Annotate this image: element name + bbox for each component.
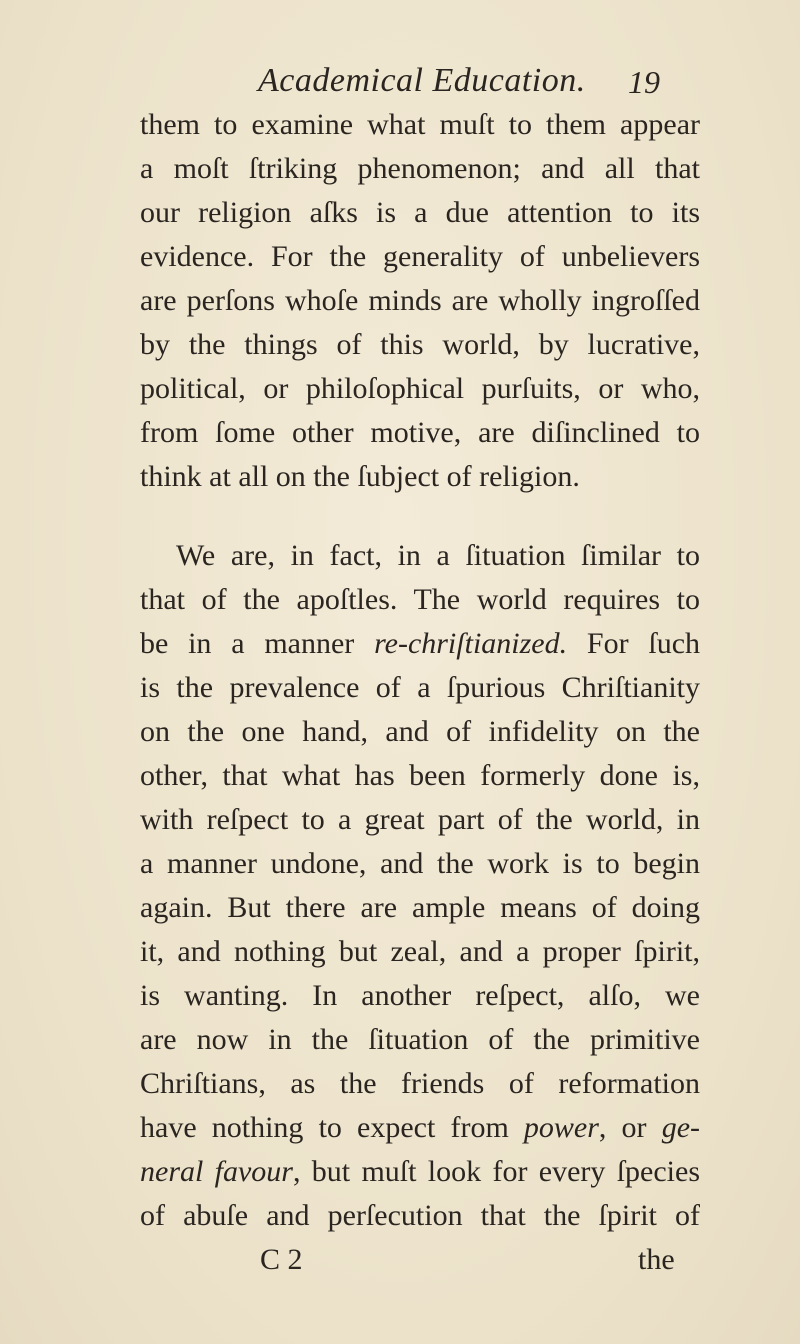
text-line-with-italic [140,1106,700,1150]
text-line: are now in the ſituation of the primitive [140,1023,700,1056]
text-line: evidence. For the generality of unbelievers [140,240,700,273]
italic-phrase: re-chriſtianized. [374,627,568,660]
text-line: a moſt ſtriking phenomenon; and all that [140,152,700,185]
text-line-with-italic [140,1150,700,1194]
text-line: Chriſtians, as the friends of reformation [140,1067,700,1100]
text-line: on the one hand, and of infidelity on the [140,715,700,748]
text-line-with-italic [140,622,700,666]
text-line: it, and nothing but zeal, and a proper ſpirit, [140,935,700,968]
italic-word: power [523,1111,599,1144]
text-line: again. But there are ample means of doing [140,891,700,924]
page-number: 19 [628,64,660,100]
italic-word: ge- [661,1111,700,1144]
text-segment: For ſuch [567,627,701,660]
text-segment: , or [598,1111,662,1144]
text-line: is wanting. In another reſpect, alſo, we [140,979,700,1012]
paragraph-start-line: We are, in fact, in a ſituation ſimilar to [176,539,700,572]
text-segment: , but muſt look for every ſpecies [292,1155,700,1188]
text-line: with reſpect to a great part of the world, in [140,803,700,836]
text-line: by the things of this world, by lucrative, [140,328,700,361]
text-line: that of the apoſtles. The world requires to [140,583,700,616]
text-line: a manner undone, and the work is to begin [140,847,700,880]
running-title: Academical Education. [258,62,586,99]
text-line: of abuſe and perſecution that the ſpirit of [140,1199,700,1232]
italic-phrase: neral favour [140,1155,293,1188]
text-line: political, or philoſophical purſuits, or who, [140,372,700,405]
text-segment: have nothing to expect from [140,1111,524,1144]
text-line: think at all on the ſubject of religion. [140,460,580,493]
catchword: the [638,1243,675,1276]
text-line: them to examine what muſt to them appear [140,108,700,141]
text-line: other, that what has been formerly done is, [140,759,700,792]
text-line: is the prevalence of a ſpurious Chriſtianity [140,671,700,704]
text-line: from ſome other motive, are diſinclined to [140,416,700,449]
text-line: our religion aſks is a due attention to its [140,196,700,229]
text-line: are perſons whoſe minds are wholly ingroſſed [140,284,700,317]
signature-mark: C 2 [260,1243,303,1276]
text-segment: be in a manner [140,627,375,660]
